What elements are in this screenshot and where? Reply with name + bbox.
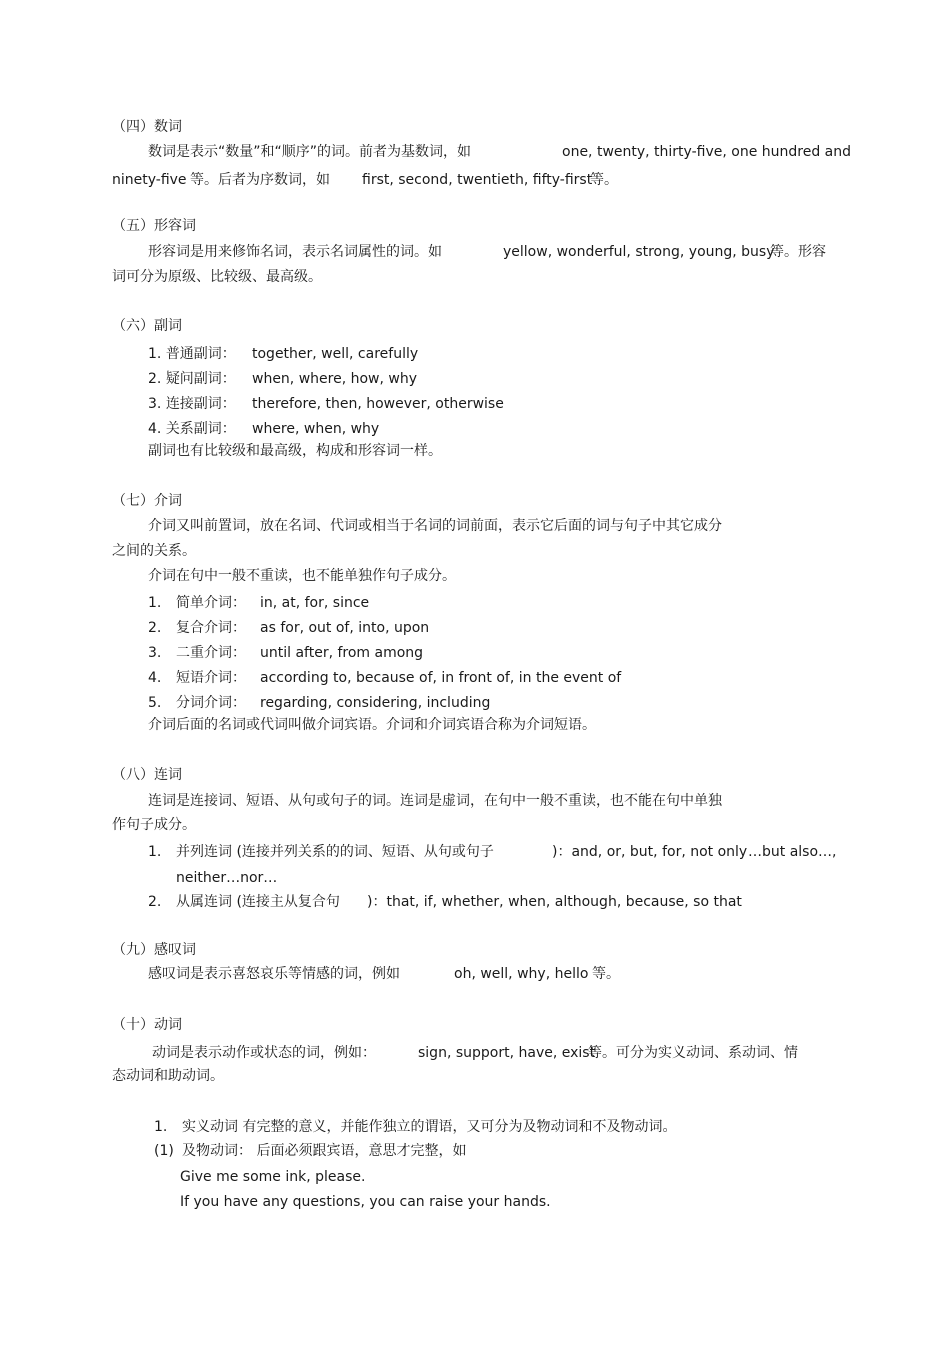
item-text: where, when, why — [252, 421, 380, 437]
item-number: 1. — [154, 1119, 168, 1135]
item-number: 1. — [148, 346, 162, 362]
adjective-text-1a: 形容词是用来修饰名词，表示名词属性的词。如 — [148, 244, 442, 260]
item-text: in, at, for, since — [260, 595, 370, 611]
sub-item-number: (1) — [154, 1143, 174, 1159]
item-text: 实义动词 有完整的意义，并能作独立的谓语，又可分为及物动词和不及物动词。 — [182, 1119, 677, 1135]
item-text: until after, from among — [260, 645, 424, 661]
example-sentence: If you have any questions, you can raise your hands. — [180, 1194, 551, 1210]
section-heading-adverb: （六）副词 — [112, 318, 182, 334]
preposition-text-1: 介词又叫前置词，放在名词、代词或相当于名词的词前面，表示它后面的词与句子中其它成分 — [148, 518, 722, 534]
item-text: regarding, considering, including — [260, 695, 491, 711]
item-number: 4. — [148, 421, 162, 437]
numeral-text-2d: 等。 — [590, 172, 618, 188]
item-text: )：and, or, but, for, not only — [552, 844, 748, 860]
list-item — [148, 420, 236, 438]
adjective-text-2: 词可分为原级、比较级、最高级。 — [112, 269, 322, 285]
item-number: 3. — [148, 396, 162, 412]
item-label: 复合介词： — [176, 620, 246, 636]
conjunction-text-2: 作句子成分。 — [112, 817, 196, 833]
item-text: )：that, if, whether, when, although, because, so that — [367, 894, 742, 910]
example-sentence: Give me some ink, please. — [180, 1169, 366, 1185]
item-number: 5. — [148, 695, 162, 711]
section-heading-interjection: （九）感叹词 — [112, 942, 196, 958]
numeral-text-1a: 数词是表示“数量”和“顺序”的词。前者为基数词，如 — [148, 144, 472, 160]
adjective-text-1c: 等。形容 — [770, 244, 826, 260]
item-number: 1. — [148, 844, 162, 860]
interjection-text-1b: oh, well, why, hello — [454, 966, 589, 982]
item-text-cont: …but also…, — [748, 844, 837, 860]
item-label: 二重介词： — [176, 645, 246, 661]
adverb-note: 副词也有比较级和最高级，构成和形容词一样。 — [148, 443, 442, 459]
sub-item-text: 及物动词： 后面必须跟宾语，意思才完整，如 — [182, 1143, 467, 1159]
item-label: 分词介词： — [176, 695, 246, 711]
verb-text-1b: sign, support, have, exist — [418, 1045, 596, 1061]
list-item — [148, 395, 236, 413]
item-label: 连接副词： — [165, 396, 236, 412]
item-text: as for, out of, into, upon — [260, 620, 430, 636]
conjunction-text-1: 连词是连接词、短语、从句或句子的词。连词是虚词，在句中一般不重读，也不能在句中单独 — [148, 793, 722, 809]
item-number: 4. — [148, 670, 162, 686]
item-label: 疑问副词： — [165, 371, 236, 387]
numeral-text-1b: one, twenty, thirty-five, one hundred and — [562, 144, 852, 160]
adjective-text-1b: yellow, wonderful, strong, young, busy — [503, 244, 775, 260]
preposition-text-2: 之间的关系。 — [112, 543, 196, 559]
numeral-text-2c: first, second, twentieth, fifty-first — [362, 172, 593, 188]
item-number: 1. — [148, 595, 162, 611]
item-number: 3. — [148, 645, 162, 661]
numeral-text-2a: ninety-five — [112, 172, 187, 188]
preposition-note: 介词后面的名词或代词叫做介词宾语。介词和介词宾语合称为介词短语。 — [148, 717, 596, 733]
item-label: 短语介词： — [176, 670, 246, 686]
section-heading-preposition: （七）介词 — [112, 493, 182, 509]
preposition-text-3: 介词在句中一般不重读，也不能单独作句子成分。 — [148, 568, 456, 584]
item-number: 2. — [148, 371, 162, 387]
section-heading-verb: （十）动词 — [112, 1017, 182, 1033]
item-label: 从属连词 (连接主从复合句 — [176, 894, 340, 910]
item-text: according to, because of, in front of, in the event of — [260, 670, 622, 686]
item-text: together, well, carefully — [252, 346, 419, 362]
section-heading-adjective: （五）形容词 — [112, 218, 196, 234]
verb-text-1c: 等。可分为实义动词、系动词、情 — [588, 1045, 798, 1061]
interjection-text-1c: 等。 — [592, 966, 620, 982]
item-text: therefore, then, however, otherwise — [252, 396, 504, 412]
verb-text-1a: 动词是表示动作或状态的词，例如： — [152, 1045, 376, 1061]
item-label: 关系副词： — [165, 421, 236, 437]
item-label: 并列连词 (连接并列关系的的词、短语、从句或句子 — [176, 844, 494, 860]
item-text-wrap: neither…nor… — [176, 870, 278, 886]
list-item — [148, 345, 236, 363]
item-number: 2. — [148, 620, 162, 636]
section-heading-numeral: （四）数词 — [112, 119, 182, 135]
verb-text-2: 态动词和助动词。 — [112, 1068, 224, 1084]
item-label: 普通副词： — [165, 346, 236, 362]
section-heading-conjunction: （八）连词 — [112, 767, 182, 783]
item-text: when, where, how, why — [252, 371, 418, 387]
item-label: 简单介词： — [176, 595, 246, 611]
interjection-text-1a: 感叹词是表示喜怒哀乐等情感的词，例如 — [148, 966, 400, 982]
list-item — [148, 370, 236, 388]
item-number: 2. — [148, 894, 162, 910]
numeral-text-2b: 等。后者为序数词，如 — [190, 172, 330, 188]
